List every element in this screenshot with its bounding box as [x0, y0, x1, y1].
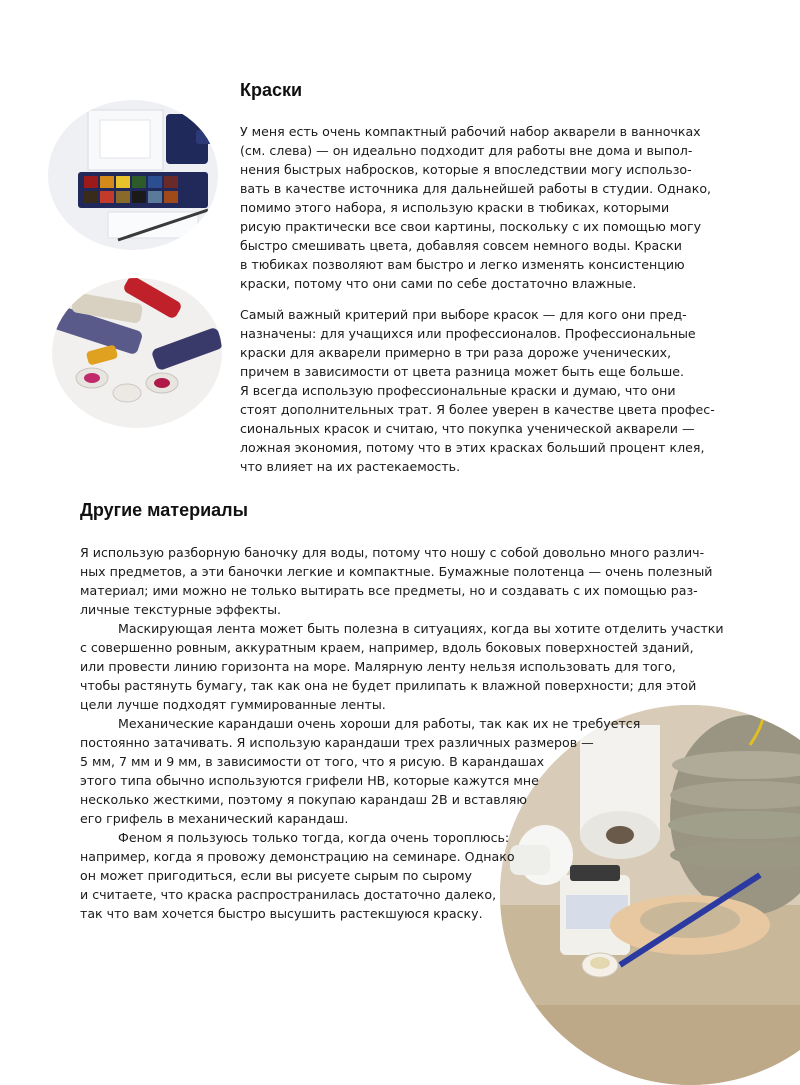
text-line: Я всегда использую профессиональные краски и думаю, что они — [240, 383, 676, 398]
text-line: чтобы растянуть бумагу, так как она не будет прилипать к влажной поверхности; для этой — [80, 678, 697, 693]
materials-paragraph-3 — [80, 714, 640, 828]
text-line: краски, потому что они сами по себе достаточно влажные. — [240, 276, 637, 291]
materials-paragraph-2 — [80, 619, 724, 714]
text-line: этого типа обычно используются грифели НВ, которые кажутся мне — [80, 773, 539, 788]
section-heading-paints: Краски — [240, 80, 303, 100]
text-line: и считаете, что краска распространилась достаточно далеко, — [80, 887, 497, 902]
text-line: Маскирующая лента может быть полезна в ситуациях, когда вы хотите отделить участки — [118, 621, 724, 636]
text-line: сиональных красок и считаю, что покупка ученической акварели — — [240, 421, 695, 436]
text-line: личные текстурные эффекты. — [80, 602, 282, 617]
text-line: стоят дополнительных трат. Я более уверен в качестве цвета профес- — [240, 402, 715, 417]
paints-paragraph-2 — [240, 305, 715, 476]
watercolor-set-photo — [48, 100, 218, 250]
text-line: цели лучше подходят гуммированные ленты. — [80, 697, 386, 712]
text-line: (см. слева) — он идеально подходит для работы вне дома и выпол- — [240, 143, 693, 158]
text-line: с совершенно ровным, аккуратным краем, например, вдоль боковых поверхностей зданий, — [80, 640, 694, 655]
text-line: Самый важный критерий при выборе красок — для кого они пред- — [240, 307, 687, 322]
text-line: несколько жесткими, поэтому я покупаю карандаш 2В и вставляю — [80, 792, 527, 807]
text-line: У меня есть очень компактный рабочий набор акварели в ванночках — [240, 124, 701, 139]
text-line: он может пригодиться, если вы рисуете сырым по сырому — [80, 868, 472, 883]
text-line: причем в зависимости от цвета разница может быть еще больше. — [240, 364, 684, 379]
text-line: быстро смешивать цвета, добавляя совсем немного воды. Краски — [240, 238, 682, 253]
text-line: нения быстрых набросков, которые я впоследствии могу использо- — [240, 162, 692, 177]
text-line: постоянно затачивать. Я использую карандаши трех различных размеров — — [80, 735, 594, 750]
text-line: Я использую разборную баночку для воды, потому что ношу с собой довольно много различ- — [80, 545, 705, 560]
text-line: или провести линию горизонта на море. Малярную ленту нельзя использовать для того, — [80, 659, 676, 674]
text-line: помимо этого набора, я использую краски в тюбиках, которыми — [240, 200, 670, 215]
materials-paragraph-1 — [80, 543, 712, 619]
text-line: так что вам хочется быстро высушить растекшуюся краску. — [80, 906, 483, 921]
materials-paragraph-4 — [80, 828, 515, 923]
text-line: материал; ими можно не только вытирать все предметы, но и создавать с их помощью раз- — [80, 583, 698, 598]
text-line: например, когда я провожу демонстрацию на семинаре. Однако — [80, 849, 515, 864]
text-line: вать в качестве источника для дальнейшей работы в студии. Однако, — [240, 181, 712, 196]
text-line: ных предметов, а эти баночки легкие и компактные. Бумажные полотенца — очень полезный — [80, 564, 713, 579]
section-heading-other-materials: Другие материалы — [80, 500, 248, 520]
text-line: Механические карандаши очень хороши для работы, так как их не требуется — [118, 716, 641, 731]
paint-tubes-photo — [52, 278, 222, 428]
paints-paragraph-1 — [240, 122, 711, 293]
text-line: что влияет на их растекаемость. — [240, 459, 461, 474]
text-line: 5 мм, 7 мм и 9 мм, в зависимости от того, что я рисую. В карандашах — [80, 754, 545, 769]
text-line: краски для акварели примерно в три раза дороже ученических, — [240, 345, 672, 360]
text-line: в тюбиках позволяют вам быстро и легко изменять консистенцию — [240, 257, 685, 272]
text-line: назначены: для учащихся или профессионалов. Профессиональные — [240, 326, 696, 341]
text-line: его грифель в механический карандаш. — [80, 811, 349, 826]
text-line: Феном я пользуюсь только тогда, когда очень тороплюсь: — [118, 830, 510, 845]
text-line: ложная экономия, потому что в этих красках больший процент клея, — [240, 440, 705, 455]
text-line: рисую практически все свои картины, поскольку с их помощью могу — [240, 219, 702, 234]
